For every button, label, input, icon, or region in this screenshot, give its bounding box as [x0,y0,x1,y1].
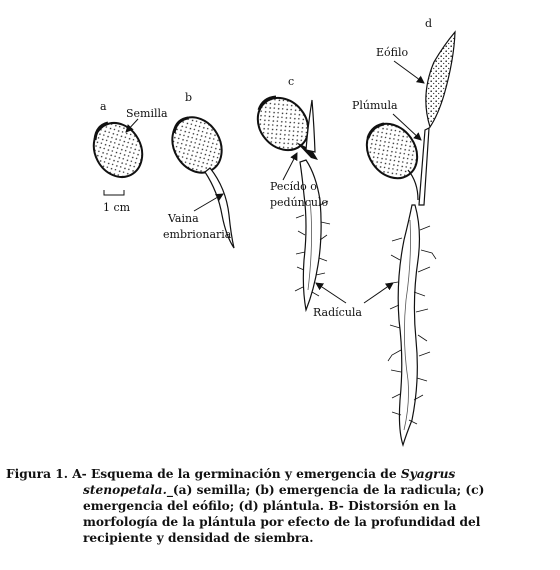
panel-label-d: d [425,17,433,30]
label-plumula: Plúmula [352,99,398,112]
label-semilla: Semilla [126,107,168,120]
stage-d-seedling [357,17,455,445]
caption-line1-text: A- Esquema de la germinación y emergencia de [72,467,397,481]
caption-line-1 [6,466,554,482]
arrow-radicula-c [316,283,346,303]
label-pecido-line1: Pecído o [270,180,317,193]
caption-prefix: Figura 1. [6,467,68,481]
caption-line-4: morfología de la plántula por efecto de la profundidad del [83,515,481,529]
figure-caption [6,466,554,546]
panel-label-b: b [185,91,193,104]
caption-species-epithet: stenopetala. [83,483,167,497]
arrow-pecido [283,153,297,180]
caption-line-5: recipiente y densidad de siembra. [83,531,314,545]
caption-line-3: emergencia del eófilo; (d) plántula. B- Distorsión en la [83,499,457,513]
label-radicula: Radícula [313,306,362,319]
arrow-radicula-d [364,283,393,303]
arrow-eofilo [394,61,424,83]
caption-line2-rest: _(a) semilla; (b) emergencia de la radicula; (c) [166,483,485,497]
scale-bar [104,190,124,195]
label-pecido-line2: pedúnculo [270,196,329,209]
label-eofilo: Eófilo [376,46,409,59]
panel-label-c: c [288,75,295,88]
caption-species-genus: Syagrus [400,467,456,481]
label-vaina-line2: embrionaria [163,228,232,241]
caption-line-2 [6,482,554,498]
scale-bar-label: 1 cm [103,201,131,214]
label-vaina-line1: Vaina [168,212,199,225]
panel-label-a: a [100,100,107,113]
